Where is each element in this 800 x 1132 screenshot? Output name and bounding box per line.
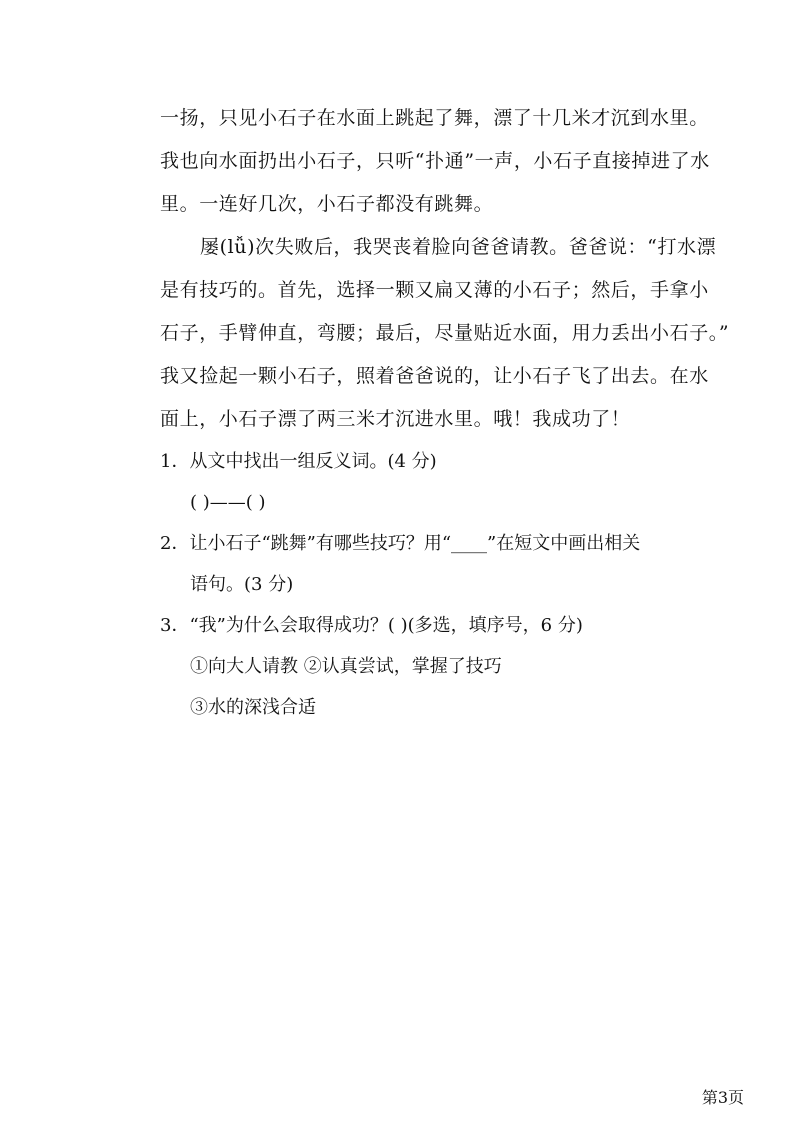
passage-line-5: 是有技巧的。首先，选择一颗又扁又薄的小石子；然后，手拿小 [160, 279, 709, 301]
passage-line-3: 里。一连好几次，小石子都没有跳舞。 [160, 193, 494, 215]
passage-line-1: 一扬，只见小石子在水面上跳起了舞，漂了十几米才沉到水里。 [160, 107, 709, 129]
question-1-answer-blank[interactable]: ( )——( ) [190, 492, 266, 513]
question-2-text: 2．让小石子“跳舞”有哪些技巧？用“____”在短文中画出相关 [160, 533, 641, 554]
passage-line-6: 石子，手臂伸直，弯腰；最后，尽量贴近水面，用力丢出小石子。” [160, 322, 730, 344]
question-1-text: 1．从文中找出一组反义词。(4 分) [160, 451, 437, 472]
passage-line-7: 我又捡起一颗小石子，照着爸爸说的，让小石子飞了出去。在水 [160, 365, 709, 387]
question-3-option-3: ③水的深浅合适 [190, 697, 316, 718]
passage-line-8: 面上，小石子漂了两三米才沉进水里。哦！我成功了！ [160, 408, 631, 430]
question-3-options: ①向大人请教 ②认真尝试，掌握了技巧 [190, 656, 502, 677]
question-3-text: 3．“我”为什么会取得成功？( )(多选，填序号，6 分) [160, 615, 583, 636]
passage-line-4: 屡(lǚ)次失败后，我哭丧着脸向爸爸请教。爸爸说：“打水漂 [200, 236, 717, 258]
passage-line-2: 我也向水面扔出小石子，只听“扑通”一声，小石子直接掉进了水 [160, 150, 710, 172]
question-2-text-cont: 语句。(3 分) [190, 574, 294, 595]
page-number: 第3页 [701, 1088, 744, 1107]
